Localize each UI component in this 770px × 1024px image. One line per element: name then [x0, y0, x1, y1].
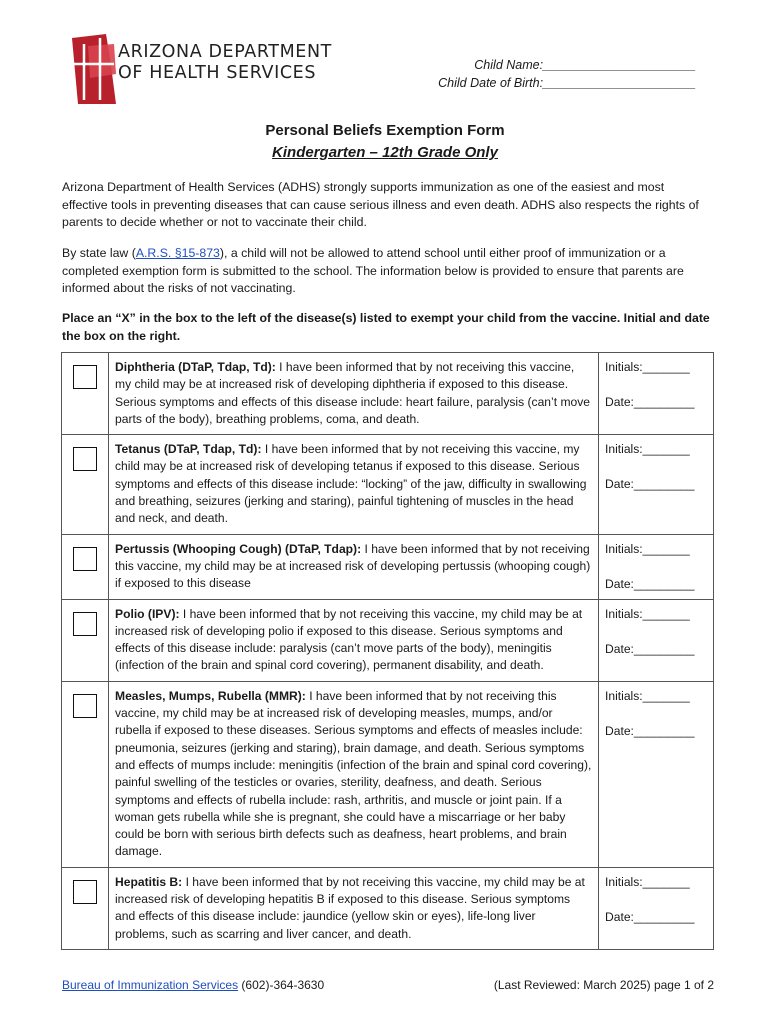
- disease-description: [109, 534, 599, 599]
- initials-field[interactable]: Initials:_______: [605, 541, 690, 556]
- law-text-after: ), a child will not be allowed to attend school until either proof of immunization or a completed exemption form is submitted to the school. The information below is provided to ensure that parents are informed about the risks of not vaccinating.: [62, 246, 684, 296]
- form-title: Personal Beliefs Exemption Form: [265, 122, 505, 139]
- date-field[interactable]: Date:_________: [605, 477, 695, 492]
- instruction-paragraph: Place an “X” in the box to the left of the disease(s) listed to exempt your child from the vaccine. Initial and date the box on the right.: [62, 311, 710, 343]
- disease-name: Polio (IPV):: [115, 606, 180, 621]
- disease-row: [62, 353, 714, 435]
- logo-line-2: OF HEALTH SERVICES: [118, 63, 317, 83]
- disease-description: [109, 681, 599, 867]
- statute-link[interactable]: A.R.S. §15-873: [135, 246, 220, 260]
- disease-row: [62, 681, 714, 867]
- disease-row: [62, 534, 714, 599]
- exempt-checkbox-cell: [62, 681, 109, 867]
- initials-date-cell: [599, 435, 714, 534]
- disease-text: I have been informed that by not receiving this vaccine, my child may be at increased risk of developing hepatitis B if exposed to this disease. Serious symptoms and effects of this disease include: jaundice (yellow skin or eyes), life-long liver problems, such as scarring and liver cancer, and death.: [115, 874, 585, 941]
- child-fields: [420, 56, 696, 92]
- disease-description: [109, 867, 599, 949]
- initials-field[interactable]: Initials:_______: [605, 688, 690, 703]
- law-paragraph: [62, 245, 712, 298]
- disease-description: [109, 353, 599, 435]
- exempt-checkbox-cell: [62, 867, 109, 949]
- date-field[interactable]: Date:_________: [605, 909, 695, 924]
- initials-field[interactable]: Initials:_______: [605, 360, 690, 374]
- initials-field[interactable]: Initials:_______: [605, 442, 690, 457]
- bureau-link[interactable]: Bureau of Immunization Services: [62, 978, 239, 992]
- date-field[interactable]: Date:_________: [605, 395, 695, 409]
- disease-table: [61, 352, 714, 950]
- disease-name: Measles, Mumps, Rubella (MMR):: [115, 688, 306, 703]
- disease-row: [62, 599, 714, 681]
- exempt-checkbox[interactable]: [73, 694, 97, 718]
- child-name-field[interactable]: Child Name:______________________: [474, 58, 696, 72]
- logo-line-1: ARIZONA DEPARTMENT: [118, 42, 332, 62]
- disease-description: [109, 435, 599, 534]
- initials-date-cell: [599, 534, 714, 599]
- exempt-checkbox[interactable]: [73, 447, 97, 471]
- exempt-checkbox-cell: [62, 435, 109, 534]
- footer-review-page: (Last Reviewed: March 2025) page 1 of 2: [493, 978, 714, 992]
- disease-name: Hepatitis B:: [115, 874, 183, 889]
- initials-date-cell: [599, 353, 714, 435]
- exempt-checkbox-cell: [62, 534, 109, 599]
- disease-text: I have been informed that by not receiving this vaccine, my child may be at increased risk of developing diphtheria if exposed to this disease. Serious symptoms and effects of this disease include: heart failure, paralysis (can’t move parts of the body), breathing problems, coma, and death.: [115, 360, 591, 426]
- initials-field[interactable]: Initials:_______: [605, 606, 690, 621]
- child-dob-field[interactable]: Child Date of Birth:______________________: [438, 76, 696, 90]
- footer-contact: [62, 978, 324, 992]
- logo-text: [118, 42, 332, 84]
- exempt-checkbox-cell: [62, 353, 109, 435]
- disease-name: Pertussis (Whooping Cough) (DTaP, Tdap):: [115, 541, 362, 556]
- disease-name: Diphtheria (DTaP, Tdap, Td):: [115, 360, 276, 374]
- exempt-checkbox[interactable]: [73, 880, 97, 904]
- disease-row: [62, 435, 714, 534]
- disease-text: I have been informed that by not receiving this vaccine, my child may be at increased risk of developing tetanus if exposed to this disease. Serious symptoms and effects of this disease include: “locking” of the jaw, difficulty in swallowing and breathing, seizures (jerking and staring), painful tightening of muscles in the head and neck, and death.: [115, 442, 587, 526]
- date-field[interactable]: Date:_________: [605, 723, 695, 738]
- disease-row: [62, 867, 714, 949]
- exempt-checkbox-cell: [62, 599, 109, 681]
- disease-name: Tetanus (DTaP, Tdap, Td):: [115, 442, 262, 457]
- initials-date-cell: [599, 599, 714, 681]
- bureau-phone: (602)-364-3630: [238, 978, 325, 992]
- date-field[interactable]: Date:_________: [605, 641, 695, 656]
- disease-text: I have been informed that by not receiving this vaccine, my child may be at increased risk of developing pertussis (whooping cough) if exposed to this disease: [115, 541, 591, 591]
- disease-description: [109, 599, 599, 681]
- initials-date-cell: [599, 867, 714, 949]
- initials-date-cell: [599, 681, 714, 867]
- exempt-checkbox[interactable]: [73, 365, 97, 389]
- date-field[interactable]: Date:_________: [605, 576, 695, 591]
- law-text-before: By state law (: [62, 246, 136, 260]
- initials-field[interactable]: Initials:_______: [605, 874, 690, 889]
- exempt-checkbox[interactable]: [73, 547, 97, 571]
- form-subtitle: Kindergarten – 12th Grade Only: [272, 144, 498, 161]
- disease-text: I have been informed that by not receiving this vaccine, my child may be at increased risk of developing polio if exposed to this disease. Serious symptoms and effects of this disease include: paralysis (can’t move parts of the body), meningitis (infection of the brain and spinal cord covering), permanent disability, and death.: [115, 606, 583, 673]
- disease-text: I have been informed that by not receiving this vaccine, my child may be at increased risk of developing measles, mumps, and/or rubella if exposed to these diseases. Serious symptoms and effects of measles include: pneumonia, seizures (jerking and staring), brain damage, and death. Serious symptoms and effects of mumps include: meningitis (infection of the brain and spinal cord covering), painful swelling of the testicles or ovaries, sterility, deafness, and death. Serious symptoms and effects of rubella include: rash, arthritis, and muscle or joint pain. If a woman gets rubella while she is pregnant, she could have a miscarriage or her baby could be born with serious birth defects such as deafness, heart problems, and brain damage.: [115, 688, 592, 859]
- exempt-checkbox[interactable]: [73, 612, 97, 636]
- intro-paragraph: Arizona Department of Health Services (ADHS) strongly supports immunization as one of the easiest and most effective tools in preventing diseases that can cause serious illness and even death. ADHS also respects the rights of parents to decide whether or not to vaccinate their child.: [62, 180, 699, 230]
